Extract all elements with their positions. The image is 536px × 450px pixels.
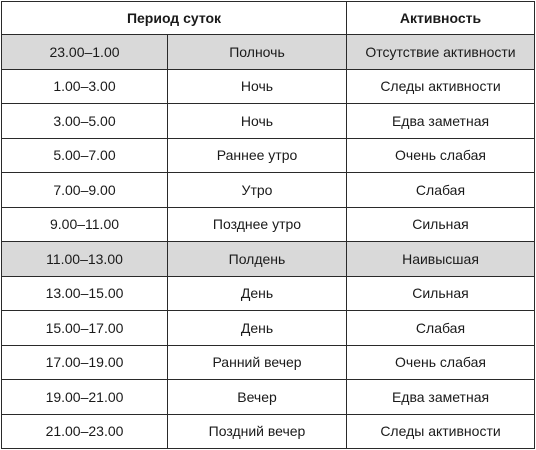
time-range-cell: 7.00–9.00 — [2, 173, 168, 208]
table-row — [2, 173, 535, 208]
period-name-cell: День — [168, 276, 347, 311]
time-range-cell: 1.00–3.00 — [2, 69, 168, 104]
header-row — [2, 2, 535, 35]
table-row — [2, 311, 535, 346]
table-row — [2, 345, 535, 380]
table-row — [2, 69, 535, 104]
activity-table — [1, 1, 535, 449]
period-name-cell: Поздний вечер — [168, 414, 347, 449]
period-name-cell: Раннее утро — [168, 138, 347, 173]
activity-level-cell: Сильная — [347, 207, 535, 242]
time-range-cell: 5.00–7.00 — [2, 138, 168, 173]
time-range-cell: 13.00–15.00 — [2, 276, 168, 311]
activity-level-cell: Слабая — [347, 311, 535, 346]
time-range-cell: 17.00–19.00 — [2, 345, 168, 380]
time-range-cell: 9.00–11.00 — [2, 207, 168, 242]
activity-level-cell: Очень слабая — [347, 138, 535, 173]
activity-level-cell: Следы активности — [347, 414, 535, 449]
period-name-cell: Полночь — [168, 35, 347, 70]
period-name-cell: День — [168, 311, 347, 346]
time-range-cell: 21.00–23.00 — [2, 414, 168, 449]
period-name-cell: Ночь — [168, 69, 347, 104]
time-range-cell: 23.00–1.00 — [2, 35, 168, 70]
table-row — [2, 380, 535, 415]
activity-level-cell: Едва заметная — [347, 380, 535, 415]
table-row — [2, 207, 535, 242]
activity-level-cell: Наивысшая — [347, 242, 535, 277]
period-name-cell: Позднее утро — [168, 207, 347, 242]
period-name-cell: Ранний вечер — [168, 345, 347, 380]
table-row — [2, 138, 535, 173]
table-row — [2, 414, 535, 449]
activity-level-cell: Сильная — [347, 276, 535, 311]
header-period: Период суток — [2, 2, 347, 35]
period-name-cell: Ночь — [168, 104, 347, 139]
period-name-cell: Вечер — [168, 380, 347, 415]
activity-level-cell: Очень слабая — [347, 345, 535, 380]
time-range-cell: 3.00–5.00 — [2, 104, 168, 139]
table-row — [2, 276, 535, 311]
header-activity: Активность — [347, 2, 535, 35]
table-row — [2, 242, 535, 277]
activity-level-cell: Отсутствие активности — [347, 35, 535, 70]
period-name-cell: Утро — [168, 173, 347, 208]
activity-level-cell: Слабая — [347, 173, 535, 208]
table-row — [2, 35, 535, 70]
time-range-cell: 11.00–13.00 — [2, 242, 168, 277]
activity-level-cell: Едва заметная — [347, 104, 535, 139]
time-range-cell: 15.00–17.00 — [2, 311, 168, 346]
activity-level-cell: Следы активности — [347, 69, 535, 104]
table-row — [2, 104, 535, 139]
period-name-cell: Полдень — [168, 242, 347, 277]
time-range-cell: 19.00–21.00 — [2, 380, 168, 415]
